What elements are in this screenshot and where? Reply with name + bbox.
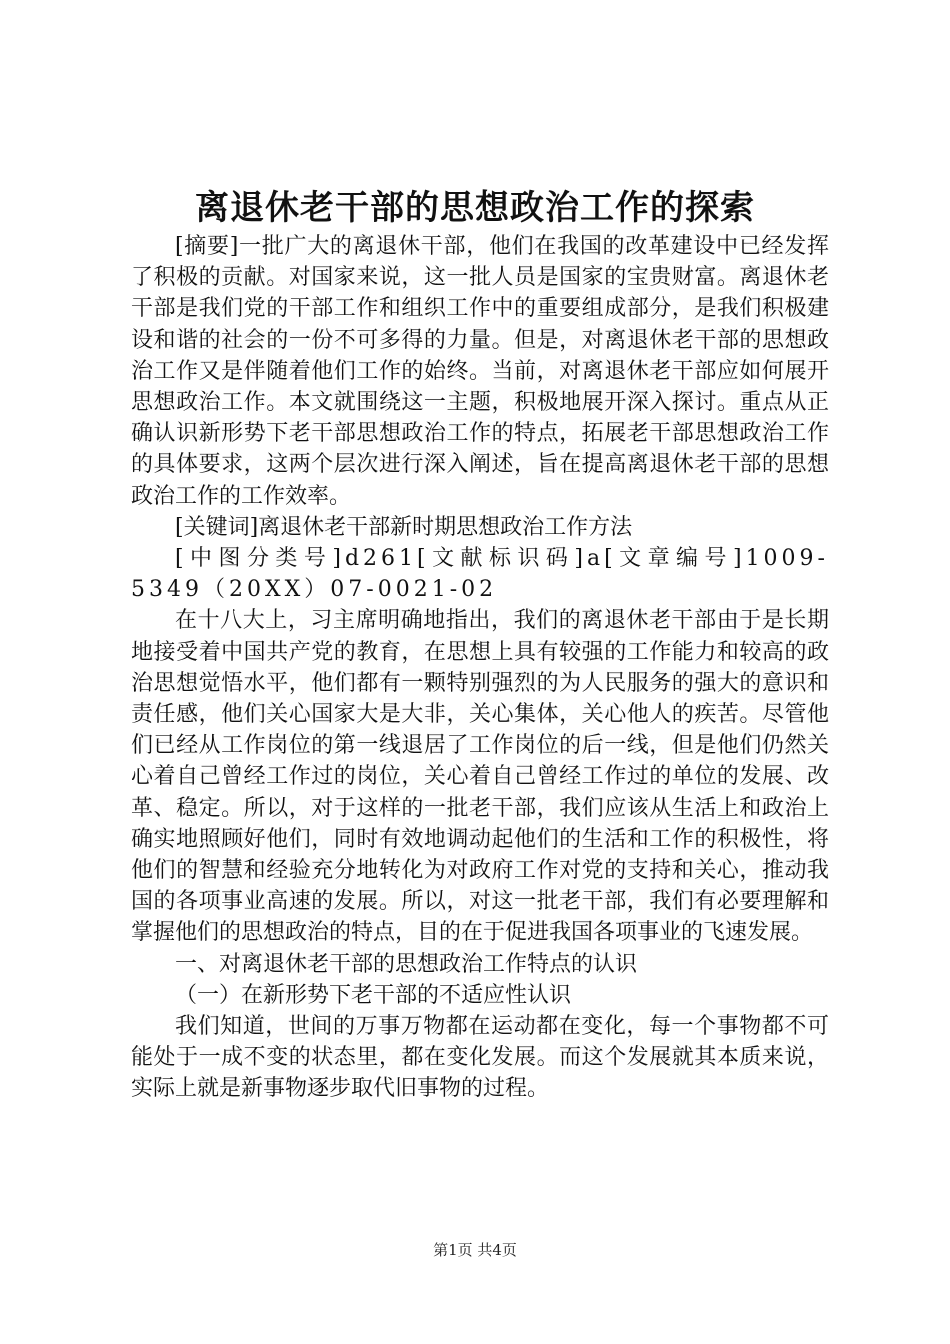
subsection-heading: （一）在新形势下老干部的不适应性认识 [175,982,572,1008]
keywords-paragraph: [关键词]离退休老干部新时期思想政治工作方法 [175,514,633,540]
section-heading: 一、对离退休老干部的思想政治工作特点的认识 [175,951,638,977]
body-paragraph: 在十八大上，习主席明确地指出，我们的离退休老干部由于是长期地接受着中国共产党的教育，在思想上具有较强的工作能力和较高的政治思想觉悟水平，他们都有一颗特别强烈的为人民服务的强大的意识和责任感，他们关心国家大是大非，关心集体，关心他人的疾苦。尽管他们已经从工作岗位的第一线退居了工作岗位的后一线，但是他们仍然关心着自己曾经工作过的岗位，关心着自己曾经工作过的单位的发展、改革、稳定。所以，对于这样的一批老干部，我们应该从生活上和政治上确实地照顾好他们，同时有效地调动起他们的生活和工作的积极性，将他们的智慧和经验充分地转化为对政府工作对党的支持和关心，推动我国的各项事业高速的发展。所以，对这一批老干部，我们有必要理解和掌握他们的思想政治的特点，目的在于促进我国各项事业的飞速发展。 [131,608,829,946]
document-body [131,231,829,1105]
classification-paragraph: [中图分类号]d261[文献标识码]a[文章编号]1009-5349（20XX）07-0021-02 [131,546,829,603]
document-title: 离退休老干部的思想政治工作的探索 [195,188,755,228]
body-paragraph: 我们知道，世间的万事万物都在运动都在变化，每一个事物都不可能处于一成不变的状态里，都在变化发展。而这个发展就其本质来说，实际上就是新事物逐步取代旧事物的过程。 [131,1014,829,1102]
page-footer: 第1页 共4页 [433,1241,517,1259]
abstract-paragraph: [摘要]一批广大的离退休干部，他们在我国的改革建设中已经发挥了积极的贡献。对国家来说，这一批人员是国家的宝贵财富。离退休老干部是我们党的干部工作和组织工作中的重要组成部分，是我们积极建设和谐的社会的一份不可多得的力量。但是，对离退休老干部的思想政治工作又是伴随着他们工作的始终。当前，对离退休老干部应如何展开思想政治工作。本文就围绕这一主题，积极地展开深入探讨。重点从正确认识新形势下老干部思想政治工作的特点，拓展老干部思想政治工作的具体要求，这两个层次进行深入阐述，旨在提高离退休老干部的思想政治工作的工作效率。 [131,234,829,509]
